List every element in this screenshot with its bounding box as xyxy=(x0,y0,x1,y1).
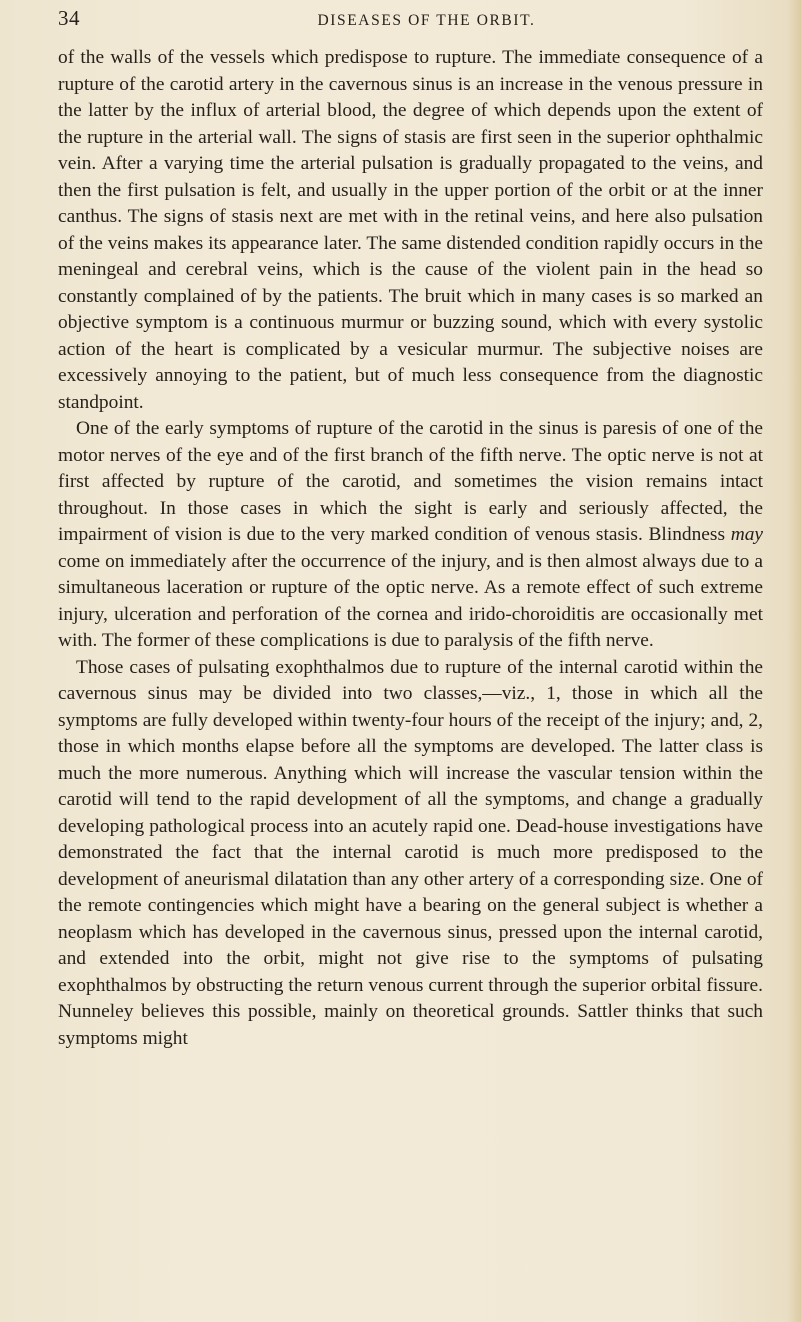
paragraph-text-segment: come on immediately after the occurrence of the injury, and is then almost always due to a simultaneous laceration or rupture of the optic nerve. As a remote effect of such extreme injury, ulceration and perforation of the cornea and irido-choroiditis are occasionally met with. The former of these complications is due to paralysis of the fifth nerve. xyxy=(58,550,763,651)
italic-emphasis: may xyxy=(730,524,763,545)
paragraph-early-symptoms xyxy=(58,416,763,655)
paragraph-classes: Those cases of pulsating exophthalmos due to rupture of the internal carotid within the cavernous sinus may be divided into two classes,—viz., 1, those in which all the symptoms are fully developed within twenty-four hours of the receipt of the injury; and, 2, those in which months elapse before all the symptoms are developed. The latter class is much the more numerous. Anything which will increase the vascular tension within the carotid will tend to the rapid development of all the symptoms, and change a gradually developing pathological process into an acutely rapid one. Dead-house investigations have demonstrated the fact that the internal carotid is much more predisposed to the development of aneurismal dilatation than any other artery of a corresponding size. One of the remote contingencies which might have a bearing on the general subject is whether a neoplasm which has developed in the cavernous sinus, pressed upon the internal carotid, and extended into the orbit, might not give rise to the symptoms of pulsating exophthalmos by obstructing the return venous current through the superior orbital fissure. Nunneley believes this possible, mainly on theoretical grounds. Sattler thinks that such symptoms might xyxy=(58,656,763,1049)
page-header xyxy=(58,6,775,36)
paragraph-continuation: of the walls of the vessels which predispose to rupture. The immediate consequence of a rupture of the carotid artery in the cavernous sinus is an increase in the venous pressure in the latter by the influx of arterial blood, the degree of which depends upon the extent of the rupture in the arterial wall. The signs of stasis are first seen in the superior ophthalmic vein. After a varying time the arterial pulsation is gradually propagated to the veins, and then the first pulsation is felt, and usually in the upper portion of the orbit or at the inner canthus. The signs of stasis next are met with in the retinal veins, and here also pulsation of the veins makes its appearance later. The same distended condition rapidly occurs in the meningeal and cerebral veins, which is the cause of the violent pain in the head so constantly complained of by the patients. The bruit which in many cases is so marked an objective symptom is a continuous murmur or buzzing sound, which with every systolic action of the heart is complicated by a vesicular murmur. The subjective noises are excessively annoying to the patient, but of much less consequence from the diagnostic standpoint. xyxy=(58,47,763,413)
page-edge-shadow xyxy=(787,0,801,1322)
running-head: DISEASES OF THE ORBIT. xyxy=(317,12,536,29)
page-number: 34 xyxy=(58,6,80,30)
paragraph-text-segment: One of the early symptoms of rupture of the carotid in the sinus is paresis of one of the motor nerves of the eye and of the first branch of the fifth nerve. The optic nerve is not at first affected by rupture of the carotid, and sometimes the vision remains intact throughout. In those cases in which the sight is early and seriously affected, the impairment of vision is due to the very marked condition of venous stasis. Blindness xyxy=(58,418,763,545)
body-text xyxy=(58,45,763,1052)
